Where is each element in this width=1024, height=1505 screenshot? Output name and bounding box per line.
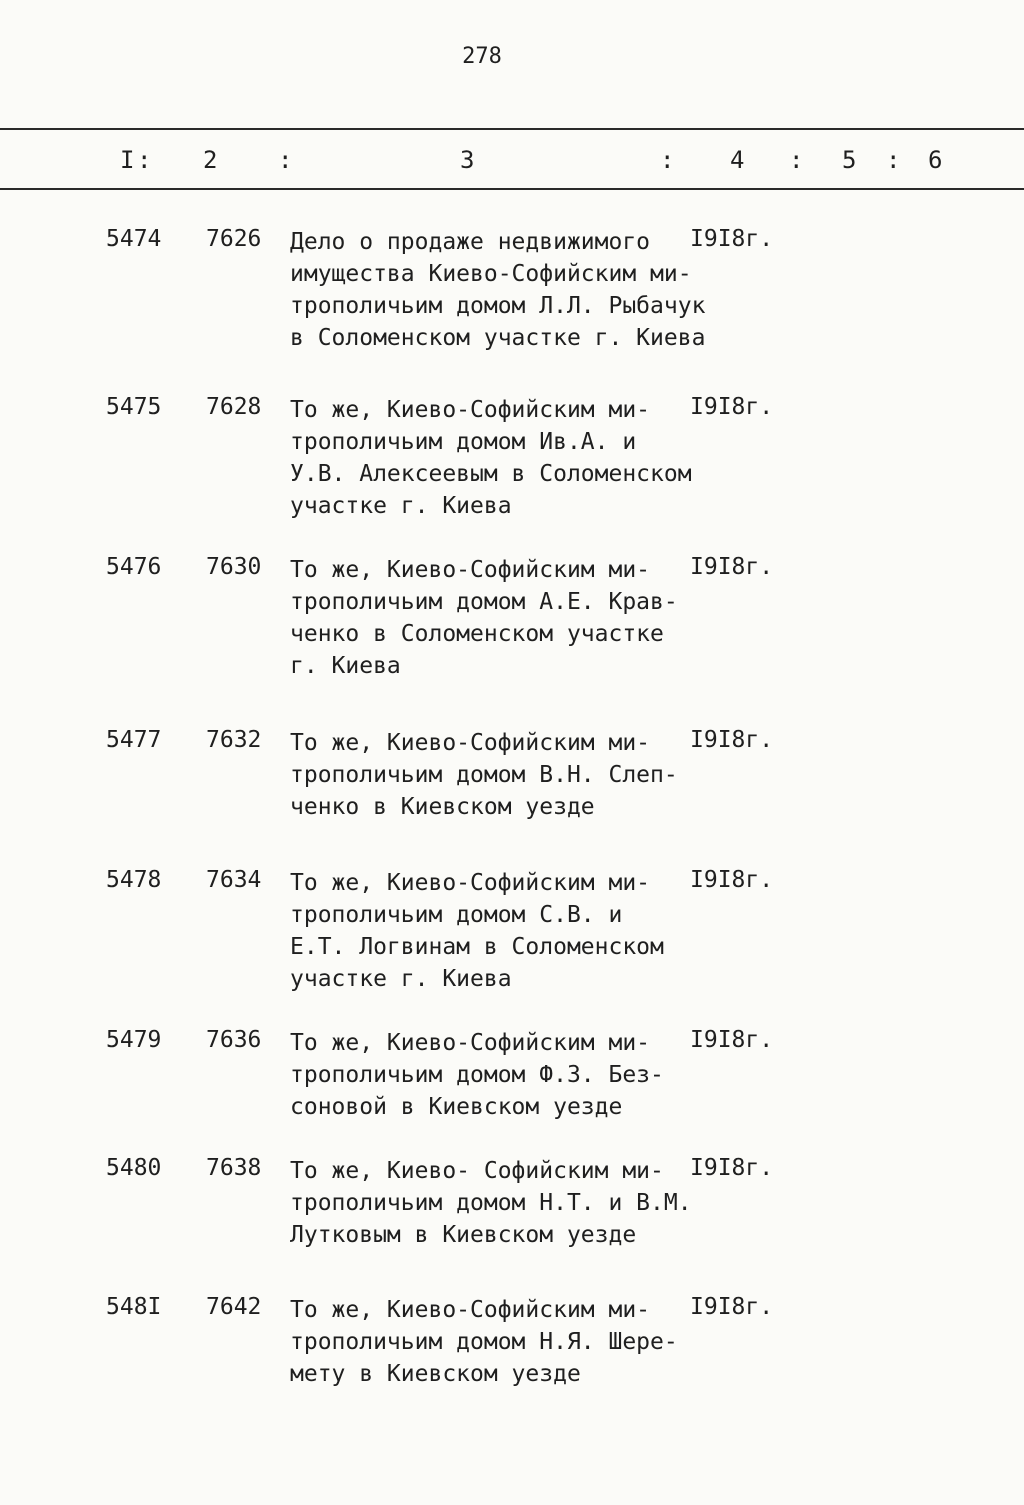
- entry-number: 5475: [106, 394, 162, 420]
- entry-number: 5480: [106, 1155, 162, 1181]
- description-line: г. Киева: [290, 653, 401, 679]
- page-number: 278: [462, 44, 502, 69]
- entry-old-number: 7626: [206, 226, 262, 252]
- entry-description: [290, 1294, 690, 1390]
- entry-number: 548I: [106, 1294, 162, 1320]
- description-line: ченко в Киевском уезде: [290, 794, 595, 820]
- description-line: соновой в Киевском уезде: [290, 1094, 623, 1120]
- column-separator: :: [278, 146, 293, 174]
- column-header-1: I: [120, 146, 135, 174]
- entry-description: [290, 226, 706, 354]
- entry-year: I9I8г.: [690, 727, 774, 753]
- column-separator: :: [886, 146, 901, 174]
- entry-year: I9I8г.: [690, 867, 774, 893]
- entry-old-number: 7630: [206, 554, 262, 580]
- entry-description: [290, 554, 690, 682]
- entry-number: 5479: [106, 1027, 162, 1053]
- entry-description: [290, 867, 690, 995]
- entry-number: 5477: [106, 727, 162, 753]
- column-header-6: 6: [928, 146, 943, 174]
- description-line: трополичьим домом Н.Т. и В.М.: [290, 1190, 692, 1216]
- description-line: трополичьим домом Ф.З. Без-: [290, 1062, 664, 1088]
- entry-number: 5478: [106, 867, 162, 893]
- entry-year: I9I8г.: [690, 1294, 774, 1320]
- header-rule-bottom: [0, 188, 1024, 190]
- description-line: ченко в Соломенском участке: [290, 621, 664, 647]
- description-line: То же, Киево- Софийским ми-: [290, 1158, 664, 1184]
- entry-year: I9I8г.: [690, 554, 774, 580]
- entry-old-number: 7634: [206, 867, 262, 893]
- description-line: трополичьим домом А.Е. Крав-: [290, 589, 678, 615]
- entry-year: I9I8г.: [690, 226, 774, 252]
- entry-number: 5476: [106, 554, 162, 580]
- description-line: То же, Киево-Софийским ми-: [290, 870, 651, 896]
- column-separator: :: [660, 146, 675, 174]
- description-line: Е.Т. Логвинам в Соломенском: [290, 934, 664, 960]
- entry-old-number: 7636: [206, 1027, 262, 1053]
- description-line: участке г. Киева: [290, 966, 512, 992]
- description-line: То же, Киево-Софийским ми-: [290, 1297, 651, 1323]
- description-line: То же, Киево-Софийским ми-: [290, 397, 651, 423]
- description-line: Дело о продаже недвижимого: [290, 229, 651, 255]
- description-line: У.В. Алексеевым в Соломенском: [290, 461, 692, 487]
- entry-description: [290, 1027, 690, 1123]
- entry-number: 5474: [106, 226, 162, 252]
- description-line: трополичьим домом Н.Я. Шере-: [290, 1329, 678, 1355]
- description-line: То же, Киево-Софийским ми-: [290, 557, 651, 583]
- column-header-4: 4: [730, 146, 745, 174]
- description-line: трополичьим домом Ив.А. и: [290, 429, 637, 455]
- entry-old-number: 7632: [206, 727, 262, 753]
- description-line: участке г. Киева: [290, 493, 512, 519]
- description-line: То же, Киево-Софийским ми-: [290, 1030, 651, 1056]
- description-line: Лутковым в Киевском уезде: [290, 1222, 637, 1248]
- entry-year: I9I8г.: [690, 394, 774, 420]
- entry-description: [290, 394, 690, 522]
- entry-year: I9I8г.: [690, 1155, 774, 1181]
- description-line: трополичьим домом Л.Л. Рыбачук: [290, 293, 706, 319]
- description-line: мету в Киевском уезде: [290, 1361, 581, 1387]
- description-line: То же, Киево-Софийским ми-: [290, 730, 651, 756]
- column-separator: :: [789, 146, 804, 174]
- column-separator: :: [137, 146, 152, 174]
- entry-old-number: 7638: [206, 1155, 262, 1181]
- header-rule-top: [0, 128, 1024, 130]
- description-line: в Соломенском участке г. Киева: [290, 325, 706, 351]
- entry-description: [290, 1155, 690, 1251]
- description-line: трополичьим домом В.Н. Слеп-: [290, 762, 678, 788]
- description-line: трополичьим домом С.В. и: [290, 902, 623, 928]
- entry-year: I9I8г.: [690, 1027, 774, 1053]
- column-header-2: 2: [203, 146, 218, 174]
- column-header-5: 5: [842, 146, 857, 174]
- entry-old-number: 7642: [206, 1294, 262, 1320]
- column-header-3: 3: [460, 146, 475, 174]
- description-line: имущества Киево-Софийским ми-: [290, 261, 692, 287]
- entry-old-number: 7628: [206, 394, 262, 420]
- entry-description: [290, 727, 690, 823]
